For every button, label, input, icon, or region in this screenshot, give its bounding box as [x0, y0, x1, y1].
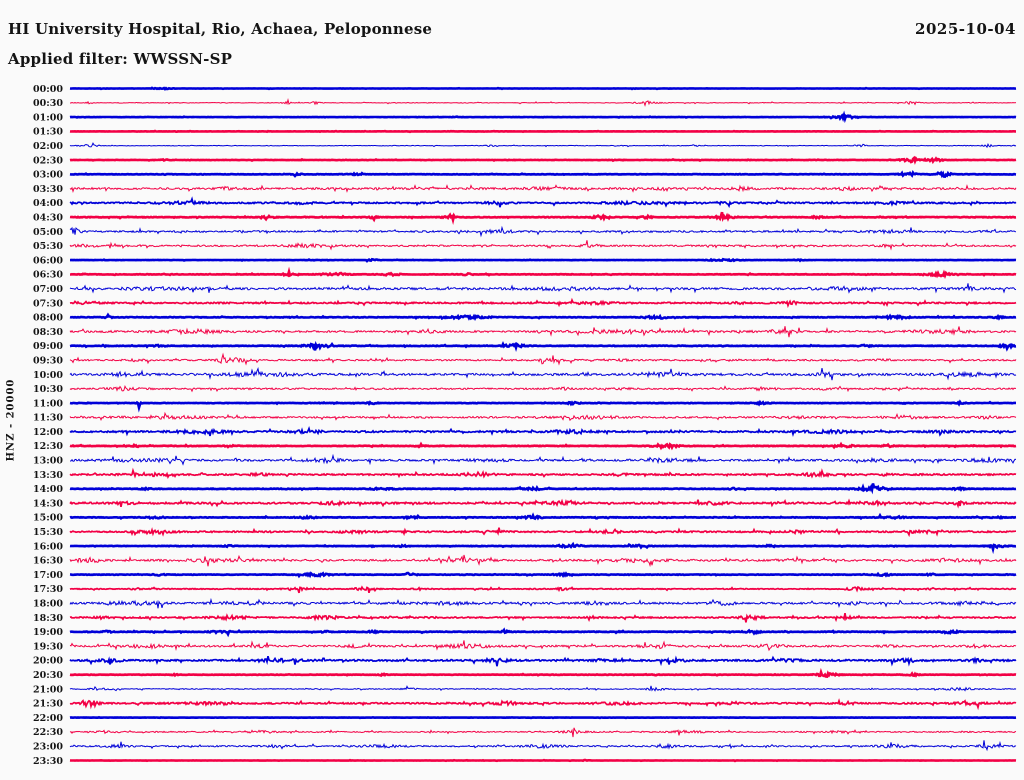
trace-1930	[70, 640, 1016, 650]
trace-0730	[70, 300, 1016, 305]
time-label-0430: 04:30	[33, 212, 63, 224]
trace-2300	[70, 740, 1016, 749]
time-label-0000: 00:00	[33, 83, 63, 95]
time-label-0300: 03:00	[33, 169, 63, 181]
trace-2130	[70, 701, 1016, 708]
time-label-0330: 03:30	[33, 183, 63, 195]
trace-1330	[70, 471, 1016, 477]
time-label-2230: 22:30	[33, 727, 63, 739]
time-label-1400: 14:00	[33, 484, 63, 496]
time-label-2100: 21:00	[33, 684, 63, 696]
time-label-1200: 12:00	[33, 426, 63, 438]
time-label-1100: 11:00	[33, 398, 63, 410]
filter-label: Applied filter: WWSSN-SP	[8, 50, 233, 68]
time-label-1500: 15:00	[33, 512, 63, 524]
time-label-1530: 15:30	[33, 527, 63, 538]
trace-2200	[70, 717, 1016, 718]
time-label-0630: 06:30	[33, 269, 63, 281]
time-label-0100: 01:00	[33, 112, 63, 124]
trace-0900	[70, 344, 1016, 351]
time-label-2030: 20:30	[33, 670, 63, 681]
trace-1230	[70, 444, 1016, 447]
time-label-1900: 19:00	[33, 627, 63, 639]
time-label-0200: 02:00	[33, 141, 63, 152]
trace-1900	[70, 630, 1016, 634]
time-label-2200: 22:00	[33, 712, 63, 724]
trace-0500	[70, 228, 1016, 236]
trace-0530	[70, 240, 1016, 249]
trace-1100	[70, 402, 1016, 408]
time-label-0130: 01:30	[33, 126, 63, 138]
time-label-0930: 09:30	[33, 355, 63, 367]
time-label-0900: 09:00	[33, 341, 63, 353]
trace-0930	[70, 355, 1016, 364]
trace-0630	[70, 272, 1016, 276]
time-label-0030: 00:30	[33, 98, 63, 110]
trace-2100	[70, 686, 1016, 691]
trace-2330	[70, 760, 1016, 761]
trace-1730	[70, 587, 1016, 593]
trace-0100	[70, 115, 1016, 119]
channel-axis-label: HNZ - 20000	[5, 378, 17, 462]
trace-0800	[70, 315, 1016, 319]
time-label-0500: 05:00	[33, 226, 63, 238]
time-label-1230: 12:30	[33, 441, 63, 453]
time-label-1830: 18:30	[33, 612, 63, 624]
time-label-2300: 23:00	[33, 741, 63, 753]
trace-0330	[70, 185, 1016, 191]
time-label-1330: 13:30	[33, 469, 63, 481]
time-label-1430: 14:30	[33, 498, 63, 510]
time-label-1300: 13:00	[33, 455, 63, 467]
trace-1200	[70, 429, 1016, 436]
trace-0130	[70, 131, 1016, 132]
trace-2000	[70, 656, 1016, 666]
trace-2030	[70, 672, 1016, 676]
trace-1800	[70, 600, 1016, 609]
trace-1700	[70, 573, 1016, 576]
trace-1130	[70, 413, 1016, 420]
station-title: HI University Hospital, Rio, Achaea, Peloponnese	[8, 20, 433, 38]
trace-1600	[70, 544, 1016, 549]
trace-0600	[70, 259, 1016, 261]
time-label-1030: 10:30	[33, 384, 63, 396]
time-label-1700: 17:00	[33, 569, 63, 581]
trace-1630	[70, 555, 1016, 566]
time-label-0700: 07:00	[33, 284, 63, 295]
trace-2230	[70, 728, 1016, 737]
trace-0430	[70, 212, 1016, 220]
time-label-1130: 11:30	[33, 412, 63, 424]
trace-0700	[70, 283, 1016, 293]
trace-1000	[70, 368, 1016, 380]
time-label-2000: 20:00	[33, 655, 63, 667]
time-label-1730: 17:30	[33, 584, 63, 596]
time-label-0530: 05:30	[33, 241, 63, 253]
trace-1500	[70, 516, 1016, 519]
time-label-1800: 18:00	[33, 598, 63, 610]
trace-0200	[70, 143, 1016, 147]
date-label: 2025-10-04	[915, 20, 1016, 38]
trace-0000	[70, 88, 1016, 89]
trace-0830	[70, 326, 1016, 337]
trace-1530	[70, 528, 1016, 535]
time-label-0400: 04:00	[33, 198, 63, 210]
time-label-0230: 02:30	[33, 155, 63, 167]
time-label-1600: 16:00	[33, 541, 63, 553]
time-label-0830: 08:30	[33, 326, 63, 338]
time-label-0600: 06:00	[33, 255, 63, 267]
trace-1430	[70, 500, 1016, 507]
time-label-0730: 07:30	[33, 298, 63, 310]
time-label-0800: 08:00	[33, 312, 63, 324]
trace-1300	[70, 456, 1016, 465]
trace-0230	[70, 158, 1016, 162]
trace-0300	[70, 173, 1016, 177]
trace-1030	[70, 386, 1016, 391]
trace-0400	[70, 199, 1016, 207]
time-label-1000: 10:00	[33, 369, 63, 381]
trace-1830	[70, 613, 1016, 622]
time-label-1930: 19:30	[33, 641, 63, 653]
trace-0030	[70, 100, 1016, 105]
time-label-1630: 16:30	[33, 555, 63, 567]
trace-1400	[70, 484, 1016, 491]
time-label-2130: 21:30	[33, 698, 63, 710]
time-label-2330: 23:30	[33, 755, 63, 767]
